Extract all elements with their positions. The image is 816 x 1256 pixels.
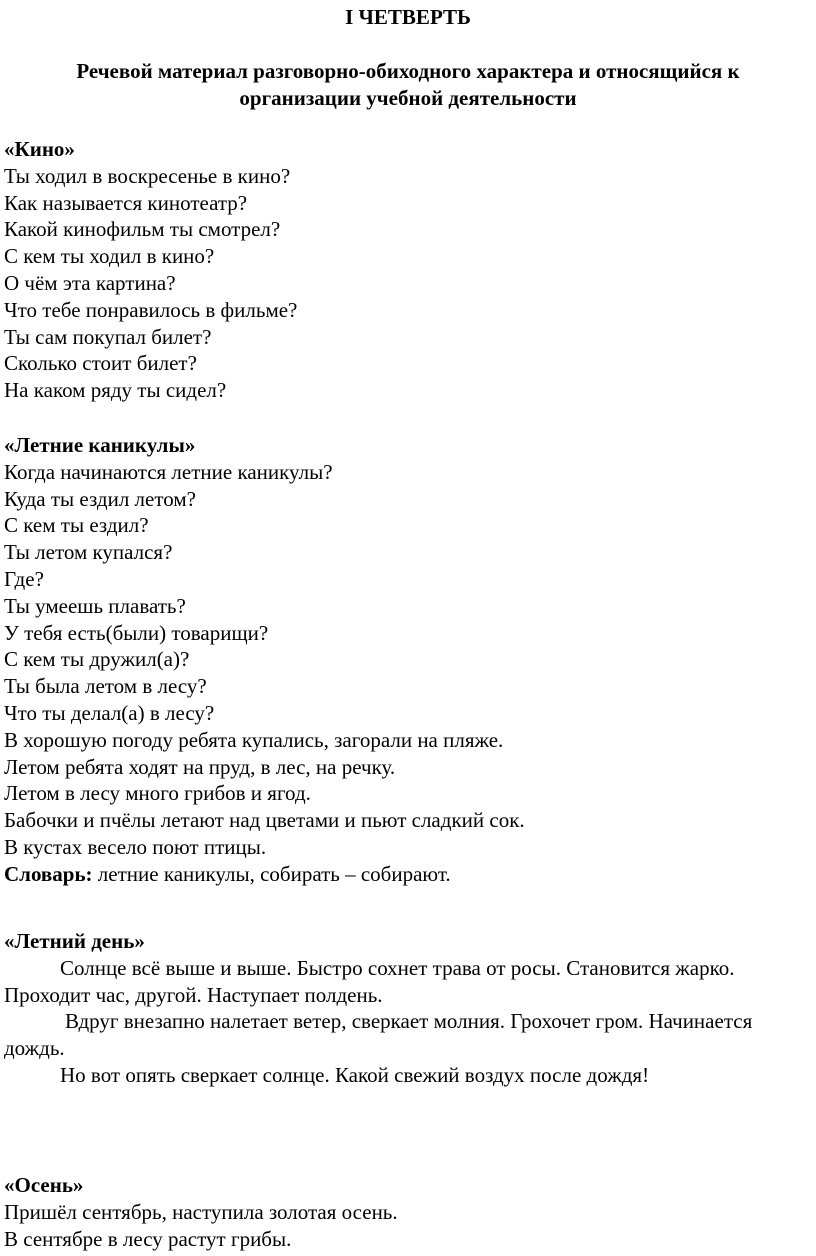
vocabulary-text: летние каникулы, собирать – собирают. — [92, 861, 451, 886]
section-heading-kino: «Кино» — [4, 137, 75, 161]
question-line: На каком ряду ты сидел? — [4, 378, 227, 403]
text-line: В кустах весело поют птицы. — [4, 834, 267, 859]
page-subtitle: Речевой материал разговорно-обиходного характера и относящийся к организации учебной деятельности — [76, 59, 740, 110]
text-line: У тебя есть(были) товарищи? — [4, 620, 269, 645]
section-heading-osen: «Осень» — [4, 1173, 84, 1197]
text-line: Бабочки и пчёлы летают над цветами и пьют сладкий сок. — [4, 808, 525, 833]
section-osen — [4, 1172, 794, 1252]
text-line: Ты умеешь плавать? — [4, 593, 186, 618]
section-heading-letnie-kanikuly: «Летние каникулы» — [4, 433, 196, 457]
text-line: Ты была летом в лесу? — [4, 674, 207, 699]
text-line: В сентябре в лесу растут грибы. — [4, 1226, 292, 1251]
text-line: Ты летом купался? — [4, 540, 173, 565]
section-letnie-kanikuly — [4, 432, 794, 888]
section-heading-letniy-den: «Летний день» — [4, 929, 145, 953]
vocabulary-line — [4, 861, 794, 888]
question-line: Ты ходил в воскресенье в кино? — [4, 163, 291, 188]
paragraph: Но вот опять сверкает солнце. Какой свежий воздух после дождя! — [60, 1062, 650, 1087]
question-line: Сколько стоит билет? — [4, 351, 197, 376]
section-letniy-den — [4, 928, 794, 1089]
page-title: I ЧЕТВЕРТЬ — [345, 5, 471, 29]
vocabulary-label: Словарь: — [4, 861, 93, 886]
text-line: С кем ты ездил? — [4, 513, 149, 538]
paragraph: Солнце всё выше и выше. Быстро сохнет трава от росы. Становится жарко. Проходит час, другой. Наступает полдень. — [4, 955, 735, 1007]
text-line: Что ты делал(а) в лесу? — [4, 700, 215, 725]
text-line: Где? — [4, 566, 44, 591]
question-line: Что тебе понравилось в фильме? — [4, 297, 298, 322]
question-line: Ты сам покупал билет? — [4, 324, 212, 349]
paragraph: Вдруг внезапно налетает ветер, сверкает молния. Грохочет гром. Начинается дождь. — [4, 1009, 753, 1061]
text-line: Когда начинаются летние каникулы? — [4, 459, 333, 484]
question-line: С кем ты ходил в кино? — [4, 244, 215, 269]
text-line: Куда ты ездил летом? — [4, 486, 196, 511]
section-kino — [4, 136, 794, 404]
text-line: В хорошую погоду ребята купались, загорали на пляже. — [4, 727, 504, 752]
question-line: Какой кинофильм ты смотрел? — [4, 217, 281, 242]
question-line: Как называется кинотеатр? — [4, 190, 248, 215]
question-line: О чём эта картина? — [4, 270, 176, 295]
text-line: Летом в лесу много грибов и ягод. — [4, 781, 311, 806]
text-line: С кем ты дружил(а)? — [4, 647, 190, 672]
text-line: Летом ребята ходят на пруд, в лес, на речку. — [4, 754, 396, 779]
text-line: Пришёл сентябрь, наступила золотая осень. — [4, 1199, 398, 1224]
